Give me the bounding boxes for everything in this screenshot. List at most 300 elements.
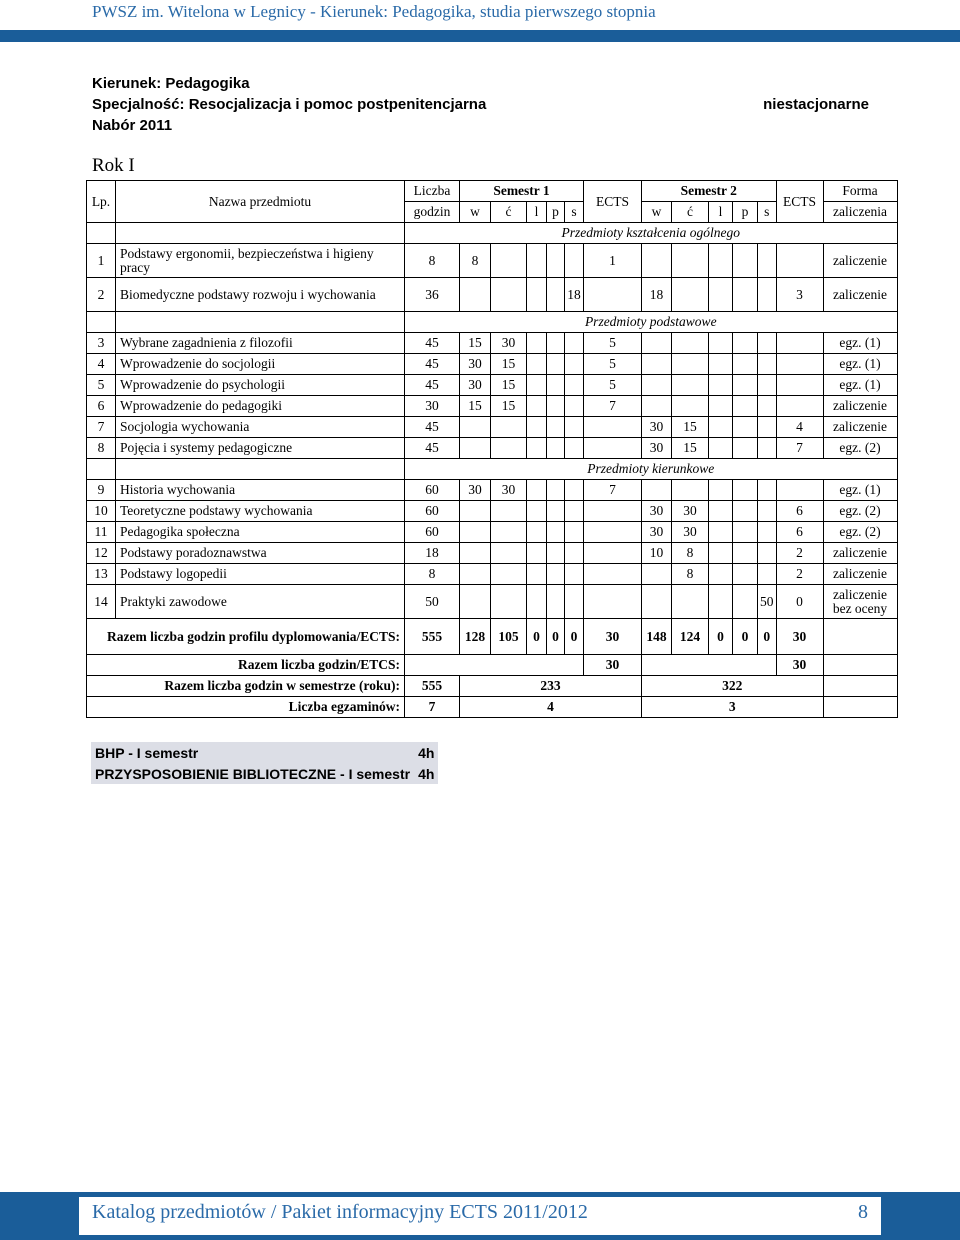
cell-ects2: 6	[776, 501, 823, 522]
cell-nazwa: Wprowadzenie do pedagogiki	[116, 396, 405, 417]
cell-c1	[491, 501, 527, 522]
extra-hours: 4h	[418, 765, 435, 782]
cell-lp: 1	[87, 244, 116, 278]
cell-s1	[565, 501, 584, 522]
extra-row	[91, 763, 438, 784]
table-row	[87, 522, 898, 543]
cell-c1: 30	[491, 480, 527, 501]
summary-label: Razem liczba godzin profilu dyplomowania/ECTS:	[87, 619, 405, 655]
cell-ects2: 4	[776, 417, 823, 438]
cell-godzin: 18	[405, 543, 460, 564]
cell-w1: 15	[460, 333, 491, 354]
summary-label: Razem liczba godzin/ETCS:	[87, 655, 405, 676]
cell-lp: 10	[87, 501, 116, 522]
table-row	[87, 417, 898, 438]
cell-c1	[491, 278, 527, 312]
summary-value: 0	[709, 619, 733, 655]
sem1-p-header: p	[547, 202, 565, 223]
cell-p1	[547, 585, 565, 619]
cell-godzin: 30	[405, 396, 460, 417]
cell-p2	[733, 501, 758, 522]
cell-p2	[733, 522, 758, 543]
cell-c2	[672, 278, 709, 312]
cell-c1	[491, 522, 527, 543]
summary-value: 128	[460, 619, 491, 655]
cell-forma: zaliczenie	[823, 278, 897, 312]
cell-p2	[733, 438, 758, 459]
cell-w2: 30	[642, 417, 672, 438]
cell-lp: 11	[87, 522, 116, 543]
cell-c1: 30	[491, 333, 527, 354]
cell-c1	[491, 543, 527, 564]
section-basic-label: Przedmioty podstawowe	[405, 312, 898, 333]
summary-value: 555	[405, 676, 460, 697]
header-bar	[0, 30, 960, 42]
cell-p2	[733, 417, 758, 438]
cell-c1: 15	[491, 396, 527, 417]
cell-l1	[527, 354, 547, 375]
cell-s2	[758, 333, 777, 354]
cell-w2	[642, 564, 672, 585]
table-row	[87, 396, 898, 417]
cell-p1	[547, 543, 565, 564]
cell-l1	[527, 585, 547, 619]
cell-nazwa: Pojęcia i systemy pedagogiczne	[116, 438, 405, 459]
cell-forma: egz. (2)	[823, 522, 897, 543]
cell-s2	[758, 244, 777, 278]
study-mode-label: niestacjonarne	[763, 96, 869, 113]
footer-catalog-title: Katalog przedmiotów / Pakiet informacyjny ECTS 2011/2012	[92, 1201, 588, 1223]
cell-forma: egz. (1)	[823, 480, 897, 501]
cell-nazwa: Praktyki zawodowe	[116, 585, 405, 619]
summary-value: 3	[642, 697, 824, 718]
cell-s1	[565, 564, 584, 585]
summary-value: 105	[491, 619, 527, 655]
cell-c2: 30	[672, 522, 709, 543]
cell-ects2	[776, 375, 823, 396]
cell-lp: 12	[87, 543, 116, 564]
cell-s2	[758, 278, 777, 312]
cell-l2	[709, 354, 733, 375]
semester-2-header: Semestr 2	[642, 181, 777, 202]
cell-ects2: 2	[776, 564, 823, 585]
cell-lp: 13	[87, 564, 116, 585]
cell-p1	[547, 522, 565, 543]
cell-w1	[460, 417, 491, 438]
cell-l2	[709, 244, 733, 278]
cell-lp: 8	[87, 438, 116, 459]
table-row	[87, 244, 898, 278]
summary-value: 555	[405, 619, 460, 655]
cell-w1: 8	[460, 244, 491, 278]
table-row	[87, 354, 898, 375]
cell-w2: 30	[642, 522, 672, 543]
cell-p2	[733, 375, 758, 396]
cell-lp: 4	[87, 354, 116, 375]
summary-value: 30	[584, 655, 642, 676]
semester-1-header: Semestr 1	[460, 181, 584, 202]
cell-s2	[758, 396, 777, 417]
cell-s2	[758, 417, 777, 438]
cell-w2	[642, 396, 672, 417]
summary-empty	[823, 619, 897, 655]
cell-w1	[460, 564, 491, 585]
cell-ects1	[584, 585, 642, 619]
cell-l2	[709, 278, 733, 312]
cell-forma: zaliczenie	[823, 543, 897, 564]
summary-value: 322	[642, 676, 824, 697]
table-row	[87, 585, 898, 619]
cell-c2: 30	[672, 501, 709, 522]
sem1-w-header: w	[460, 202, 491, 223]
table-row	[87, 333, 898, 354]
cell-l2	[709, 438, 733, 459]
cell-c2	[672, 480, 709, 501]
cell-w2	[642, 585, 672, 619]
cell-ects1: 5	[584, 333, 642, 354]
cell-nazwa: Pedagogika społeczna	[116, 522, 405, 543]
table-row	[87, 438, 898, 459]
cell-lp: 14	[87, 585, 116, 619]
cell-l1	[527, 396, 547, 417]
cell-p2	[733, 585, 758, 619]
cell-s2	[758, 480, 777, 501]
extra-row	[91, 742, 438, 763]
cell-godzin: 60	[405, 501, 460, 522]
cell-w2: 10	[642, 543, 672, 564]
cell-godzin: 45	[405, 417, 460, 438]
cell-p1	[547, 480, 565, 501]
cell-p1	[547, 278, 565, 312]
summary-value: 0	[527, 619, 547, 655]
cell-s2	[758, 438, 777, 459]
cell-l2	[709, 501, 733, 522]
cell-ects2: 7	[776, 438, 823, 459]
table-row	[87, 543, 898, 564]
col-form-header: Forma	[823, 181, 897, 202]
cell-l2	[709, 396, 733, 417]
cell-c1	[491, 244, 527, 278]
summary-value: 7	[405, 697, 460, 718]
col-hours-header: Liczba	[405, 181, 460, 202]
cell-forma: zaliczenie	[823, 396, 897, 417]
cell-l1	[527, 375, 547, 396]
cell-nazwa: Podstawy poradoznawstwa	[116, 543, 405, 564]
cell-p2	[733, 278, 758, 312]
summary-empty	[642, 655, 777, 676]
cell-w2: 18	[642, 278, 672, 312]
extra-label: BHP - I semestr	[95, 744, 199, 761]
cell-l1	[527, 417, 547, 438]
summary-row-egzaminy	[87, 697, 898, 718]
extra-hours: 4h	[418, 744, 435, 761]
cell-nazwa: Historia wychowania	[116, 480, 405, 501]
table-row	[87, 480, 898, 501]
cell-ects1: 1	[584, 244, 642, 278]
cell-p2	[733, 480, 758, 501]
cell-w2	[642, 480, 672, 501]
cell-ects1: 5	[584, 354, 642, 375]
page-header-title: PWSZ im. Witelona w Legnicy - Kierunek: Pedagogika, studia pierwszego stopnia	[92, 2, 656, 21]
cell-p1	[547, 417, 565, 438]
cell-s1	[565, 522, 584, 543]
cell-s2	[758, 543, 777, 564]
cell-godzin: 8	[405, 564, 460, 585]
cell-c2: 8	[672, 543, 709, 564]
cell-nazwa: Biomedyczne podstawy rozwoju i wychowania	[116, 278, 405, 312]
cell-l1	[527, 543, 547, 564]
cell-ects1: 5	[584, 375, 642, 396]
cell-p2	[733, 543, 758, 564]
specjalnosc-label: Specjalność: Resocjalizacja i pomoc postpenitencjarna	[92, 96, 487, 113]
summary-empty	[823, 676, 897, 697]
cell-l1	[527, 244, 547, 278]
cell-c1	[491, 564, 527, 585]
section-general-label: Przedmioty kształcenia ogólnego	[405, 223, 898, 244]
summary-label: Liczba egzaminów:	[87, 697, 405, 718]
cell-p1	[547, 501, 565, 522]
cell-c2	[672, 333, 709, 354]
cell-l2	[709, 417, 733, 438]
cell-c1	[491, 417, 527, 438]
kierunek-label: Kierunek: Pedagogika	[92, 75, 250, 92]
cell-l1	[527, 522, 547, 543]
cell-w1: 30	[460, 375, 491, 396]
cell-ects2: 2	[776, 543, 823, 564]
cell-p2	[733, 396, 758, 417]
summary-row-ects	[87, 655, 898, 676]
cell-w1	[460, 543, 491, 564]
cell-s1: 18	[565, 278, 584, 312]
cell-ects1	[584, 501, 642, 522]
cell-w1	[460, 501, 491, 522]
cell-c2	[672, 244, 709, 278]
summary-row-semestr	[87, 676, 898, 697]
cell-c2	[672, 585, 709, 619]
cell-ects1	[584, 278, 642, 312]
cell-l1	[527, 438, 547, 459]
cell-nazwa: Wprowadzenie do psychologii	[116, 375, 405, 396]
cell-c1: 15	[491, 354, 527, 375]
cell-forma: egz. (1)	[823, 375, 897, 396]
cell-w2	[642, 244, 672, 278]
cell-s1	[565, 333, 584, 354]
page-number: 8	[858, 1201, 868, 1223]
cell-godzin: 50	[405, 585, 460, 619]
cell-p1	[547, 333, 565, 354]
section-row	[87, 223, 898, 244]
year-label: Rok I	[92, 155, 135, 176]
summary-empty	[823, 697, 897, 718]
cell-nazwa: Podstawy logopedii	[116, 564, 405, 585]
cell-s1	[565, 396, 584, 417]
cell-p1	[547, 354, 565, 375]
cell-forma: egz. (2)	[823, 438, 897, 459]
cell-s2: 50	[758, 585, 777, 619]
cell-forma: egz. (1)	[823, 333, 897, 354]
cell-c2	[672, 375, 709, 396]
cell-w2	[642, 333, 672, 354]
cell-godzin: 45	[405, 354, 460, 375]
cell-godzin: 45	[405, 333, 460, 354]
cell-ects1	[584, 543, 642, 564]
cell-c2: 15	[672, 417, 709, 438]
cell-godzin: 36	[405, 278, 460, 312]
extra-courses-box	[91, 742, 438, 784]
cell-l1	[527, 333, 547, 354]
cell-l1	[527, 480, 547, 501]
ects-2-header: ECTS	[776, 181, 823, 223]
cell-l2	[709, 333, 733, 354]
cell-godzin: 45	[405, 438, 460, 459]
cell-l2	[709, 543, 733, 564]
cell-ects1	[584, 522, 642, 543]
cell-p1	[547, 375, 565, 396]
cell-ects2	[776, 244, 823, 278]
cell-c1	[491, 438, 527, 459]
cell-nazwa: Teoretyczne podstawy wychowania	[116, 501, 405, 522]
section-major-label: Przedmioty kierunkowe	[405, 459, 898, 480]
cell-c2: 15	[672, 438, 709, 459]
sem1-s-header: s	[565, 202, 584, 223]
cell-ects1	[584, 438, 642, 459]
cell-c2: 8	[672, 564, 709, 585]
cell-s2	[758, 522, 777, 543]
cell-l2	[709, 480, 733, 501]
cell-s1	[565, 543, 584, 564]
cell-godzin: 60	[405, 522, 460, 543]
cell-p1	[547, 396, 565, 417]
cell-c2	[672, 396, 709, 417]
cell-ects1	[584, 417, 642, 438]
table-row	[87, 564, 898, 585]
cell-lp: 6	[87, 396, 116, 417]
cell-nazwa: Socjologia wychowania	[116, 417, 405, 438]
cell-p1	[547, 244, 565, 278]
cell-forma: zaliczenie	[823, 244, 897, 278]
sem2-s-header: s	[758, 202, 777, 223]
cell-lp: 5	[87, 375, 116, 396]
cell-p2	[733, 354, 758, 375]
cell-s1	[565, 244, 584, 278]
cell-lp: 2	[87, 278, 116, 312]
cell-s1	[565, 438, 584, 459]
cell-godzin: 8	[405, 244, 460, 278]
cell-ects2: 3	[776, 278, 823, 312]
cell-godzin: 60	[405, 480, 460, 501]
cell-nazwa: Podstawy ergonomii, bezpieczeństwa i higieny pracy	[116, 244, 405, 278]
summary-value: 124	[672, 619, 709, 655]
cell-forma: egz. (2)	[823, 501, 897, 522]
cell-s2	[758, 375, 777, 396]
col-hours-subheader: godzin	[405, 202, 460, 223]
summary-value: 30	[584, 619, 642, 655]
cell-lp: 7	[87, 417, 116, 438]
cell-l2	[709, 585, 733, 619]
table-row	[87, 278, 898, 312]
cell-ects2	[776, 480, 823, 501]
cell-ects1: 7	[584, 396, 642, 417]
cell-ects2: 0	[776, 585, 823, 619]
cell-ects1	[584, 564, 642, 585]
summary-empty	[405, 655, 584, 676]
cell-w1	[460, 585, 491, 619]
cell-s1	[565, 585, 584, 619]
cell-ects2	[776, 396, 823, 417]
cell-s2	[758, 354, 777, 375]
summary-value: 148	[642, 619, 672, 655]
cell-s2	[758, 501, 777, 522]
sem2-l-header: l	[709, 202, 733, 223]
cell-p1	[547, 564, 565, 585]
cell-s1	[565, 375, 584, 396]
summary-empty	[823, 655, 897, 676]
summary-value: 30	[776, 655, 823, 676]
nabor-label: Nabór 2011	[92, 117, 173, 134]
summary-value: 233	[460, 676, 642, 697]
summary-value: 0	[758, 619, 777, 655]
cell-forma: egz. (1)	[823, 354, 897, 375]
cell-s1	[565, 354, 584, 375]
sem2-c-header: ć	[672, 202, 709, 223]
summary-label: Razem liczba godzin w semestrze (roku):	[87, 676, 405, 697]
summary-value: 30	[776, 619, 823, 655]
summary-value: 0	[733, 619, 758, 655]
cell-p2	[733, 244, 758, 278]
cell-godzin: 45	[405, 375, 460, 396]
cell-c1: 15	[491, 375, 527, 396]
cell-l1	[527, 278, 547, 312]
cell-lp: 3	[87, 333, 116, 354]
cell-w2	[642, 375, 672, 396]
table-row	[87, 375, 898, 396]
cell-ects2	[776, 354, 823, 375]
cell-forma: zaliczenie	[823, 564, 897, 585]
cell-w1: 30	[460, 354, 491, 375]
sem1-c-header: ć	[491, 202, 527, 223]
sem1-l-header: l	[527, 202, 547, 223]
extra-label: PRZYSPOSOBIENIE BIBLIOTECZNE - I semestr	[95, 765, 411, 782]
cell-c2	[672, 354, 709, 375]
ects-1-header: ECTS	[584, 181, 642, 223]
cell-forma: zaliczenie	[823, 417, 897, 438]
cell-w1: 30	[460, 480, 491, 501]
cell-w2	[642, 354, 672, 375]
cell-w1	[460, 278, 491, 312]
cell-l1	[527, 564, 547, 585]
cell-w1: 15	[460, 396, 491, 417]
cell-ects1: 7	[584, 480, 642, 501]
cell-ects2	[776, 333, 823, 354]
cell-p2	[733, 564, 758, 585]
summary-row-dyplomowania	[87, 619, 898, 655]
cell-l2	[709, 522, 733, 543]
sem2-w-header: w	[642, 202, 672, 223]
cell-s2	[758, 564, 777, 585]
cell-l2	[709, 564, 733, 585]
col-form-subheader: zaliczenia	[823, 202, 897, 223]
cell-w2: 30	[642, 438, 672, 459]
cell-l1	[527, 501, 547, 522]
col-lp-header: Lp.	[87, 181, 116, 223]
section-row	[87, 459, 898, 480]
cell-ects2: 6	[776, 522, 823, 543]
cell-nazwa: Wybrane zagadnienia z filozofii	[116, 333, 405, 354]
cell-forma: zaliczenie bez oceny	[823, 585, 897, 619]
summary-value: 0	[565, 619, 584, 655]
cell-c1	[491, 585, 527, 619]
section-row	[87, 312, 898, 333]
